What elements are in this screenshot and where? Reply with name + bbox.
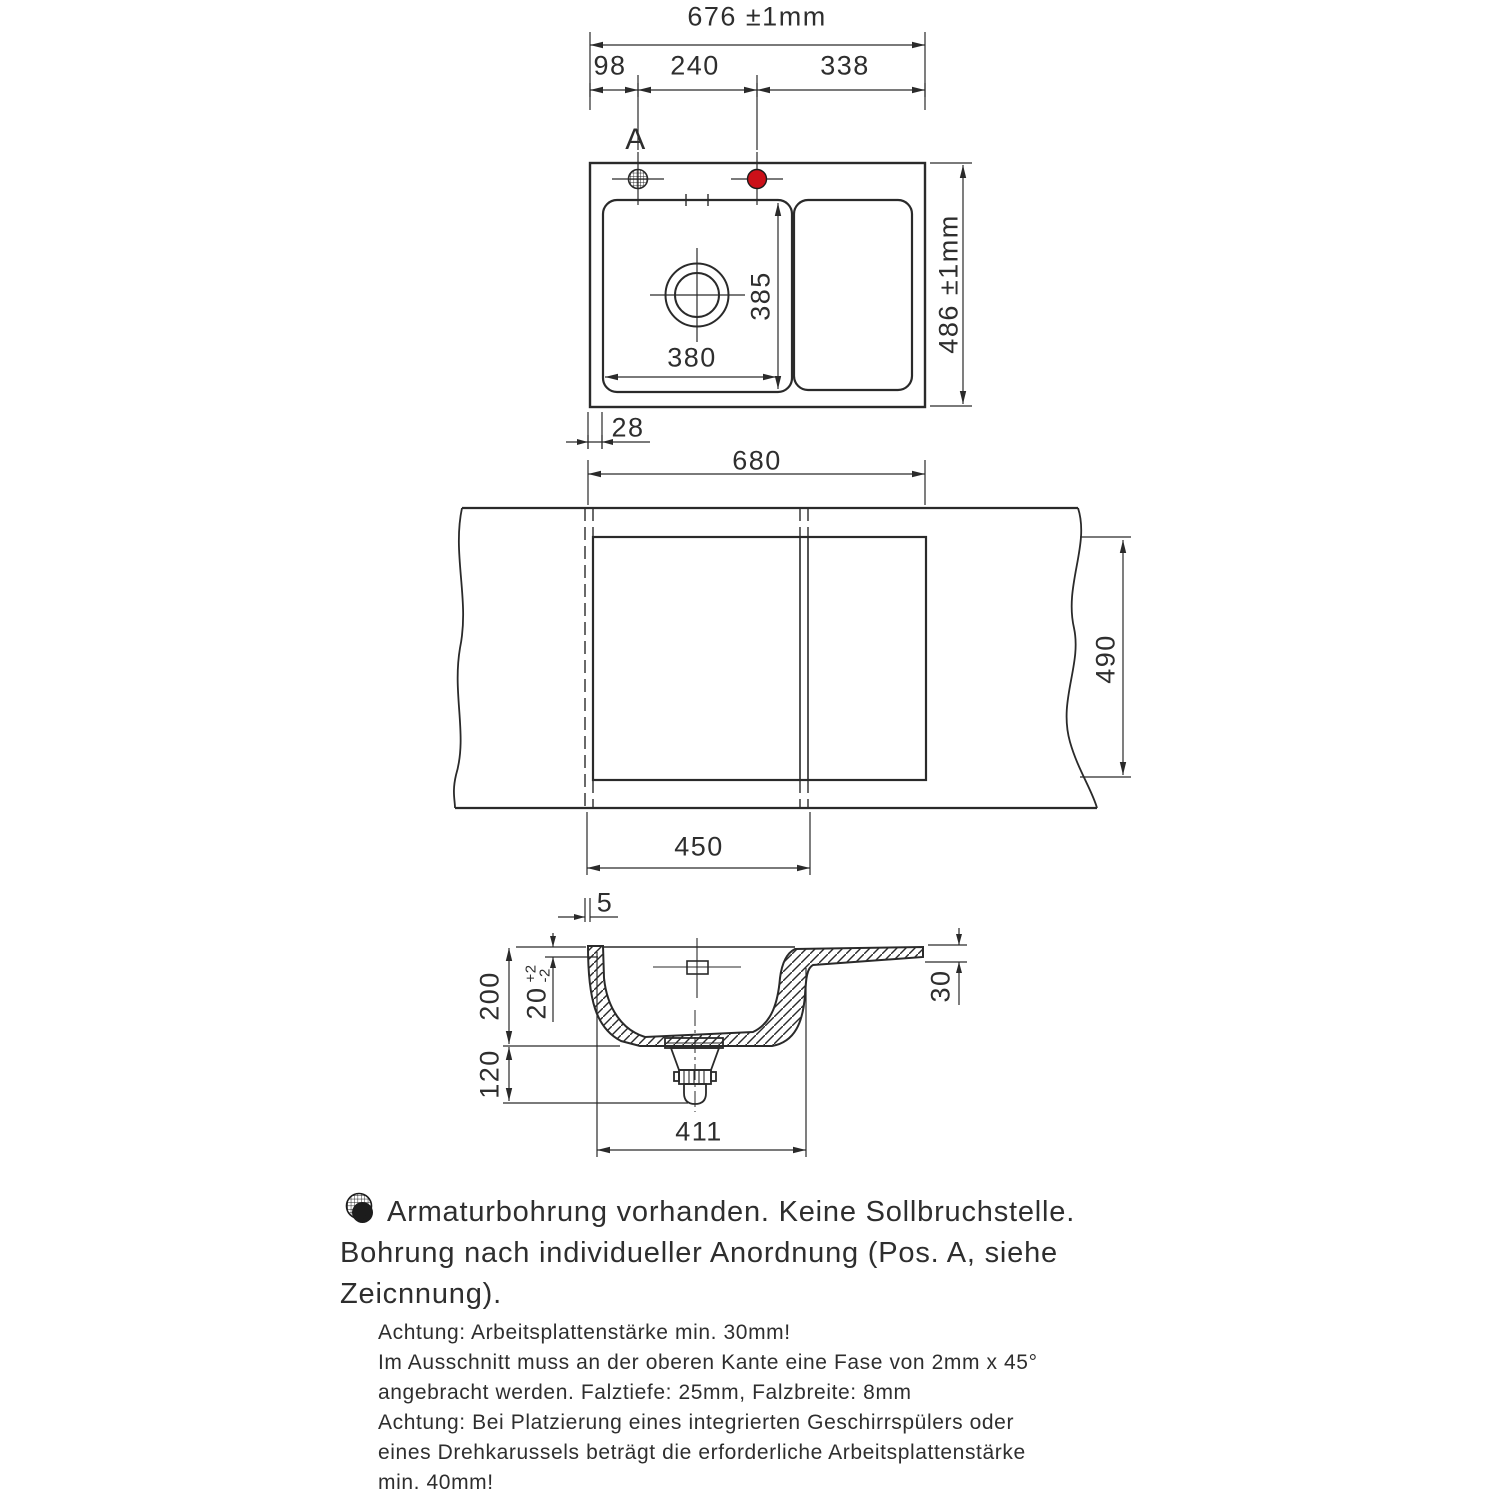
dim-drain-clearance: 120	[474, 1049, 505, 1099]
dim-bowl-depth: 385	[745, 271, 776, 321]
faucet-hole-marker-red	[731, 152, 783, 205]
dim-drain-span: 411	[675, 1116, 723, 1147]
drainboard-outline-top	[794, 200, 912, 390]
warning-line: angebracht werden. Falztiefe: 25mm, Falzbreite: 8mm	[378, 1381, 912, 1404]
dim-bowl-width: 380	[667, 342, 717, 373]
warning-line: min. 40mm!	[378, 1471, 494, 1494]
dim-edge-thickness: 30	[925, 969, 956, 1003]
tolerance-plus: +2	[522, 964, 540, 983]
dim-edge-offset: 28	[611, 412, 645, 443]
cutout-rect	[593, 537, 926, 780]
cutout-view	[454, 460, 1131, 875]
pos-a-label: A	[625, 123, 647, 156]
dim-cutout-width: 680	[732, 445, 782, 476]
warning-line: Im Ausschnitt muss an der oberen Kante eine Fase von 2mm x 45°	[378, 1351, 1038, 1374]
drain-assembly-section	[665, 1010, 723, 1112]
note-line-1: Armaturbohrung vorhanden. Keine Sollbruchstelle.	[340, 1192, 1075, 1233]
dim-overall-width: 676 ±1mm	[687, 1, 827, 32]
dim-rim-tolerance: 20 +2 -2	[521, 964, 554, 1020]
note-line-2: Bohrung nach individueller Anordnung ( Pos. A, siehe	[340, 1233, 1075, 1274]
dim-overall-depth: 486 ±1mm	[933, 214, 964, 354]
dim-rim-overhang: 5	[596, 887, 614, 918]
dim-inner-width: 450	[674, 831, 724, 862]
sink-section-wall	[588, 946, 923, 1046]
warning-notes	[378, 1318, 1038, 1498]
dim-bowl-height: 200	[474, 971, 505, 1021]
dim-seg-right: 338	[820, 50, 870, 81]
break-line-left	[454, 508, 463, 808]
drain-top	[650, 248, 745, 342]
note-line-3: Zeicnnung).	[340, 1278, 502, 1310]
warning-line: Achtung: Arbeitsplattenstärke min. 30mm!	[378, 1321, 791, 1344]
dim-seg-left: 98	[593, 50, 627, 81]
dim-seg-mid: 240	[670, 50, 720, 81]
warning-line: Achtung: Bei Platzierung eines integrierten Geschirrspülers oder	[378, 1411, 1015, 1434]
pos-a-symbol-icon	[344, 1192, 374, 1220]
tolerance-minus: -2	[536, 968, 554, 983]
pos-a-marker	[612, 152, 664, 205]
dim-cutout-depth: 490	[1090, 634, 1121, 684]
main-note	[340, 1192, 1075, 1315]
top-view	[566, 32, 972, 449]
warning-line: eines Drehkarussels beträgt die erforderliche Arbeitsplattenstärke	[378, 1441, 1026, 1464]
section-view	[503, 898, 967, 1157]
